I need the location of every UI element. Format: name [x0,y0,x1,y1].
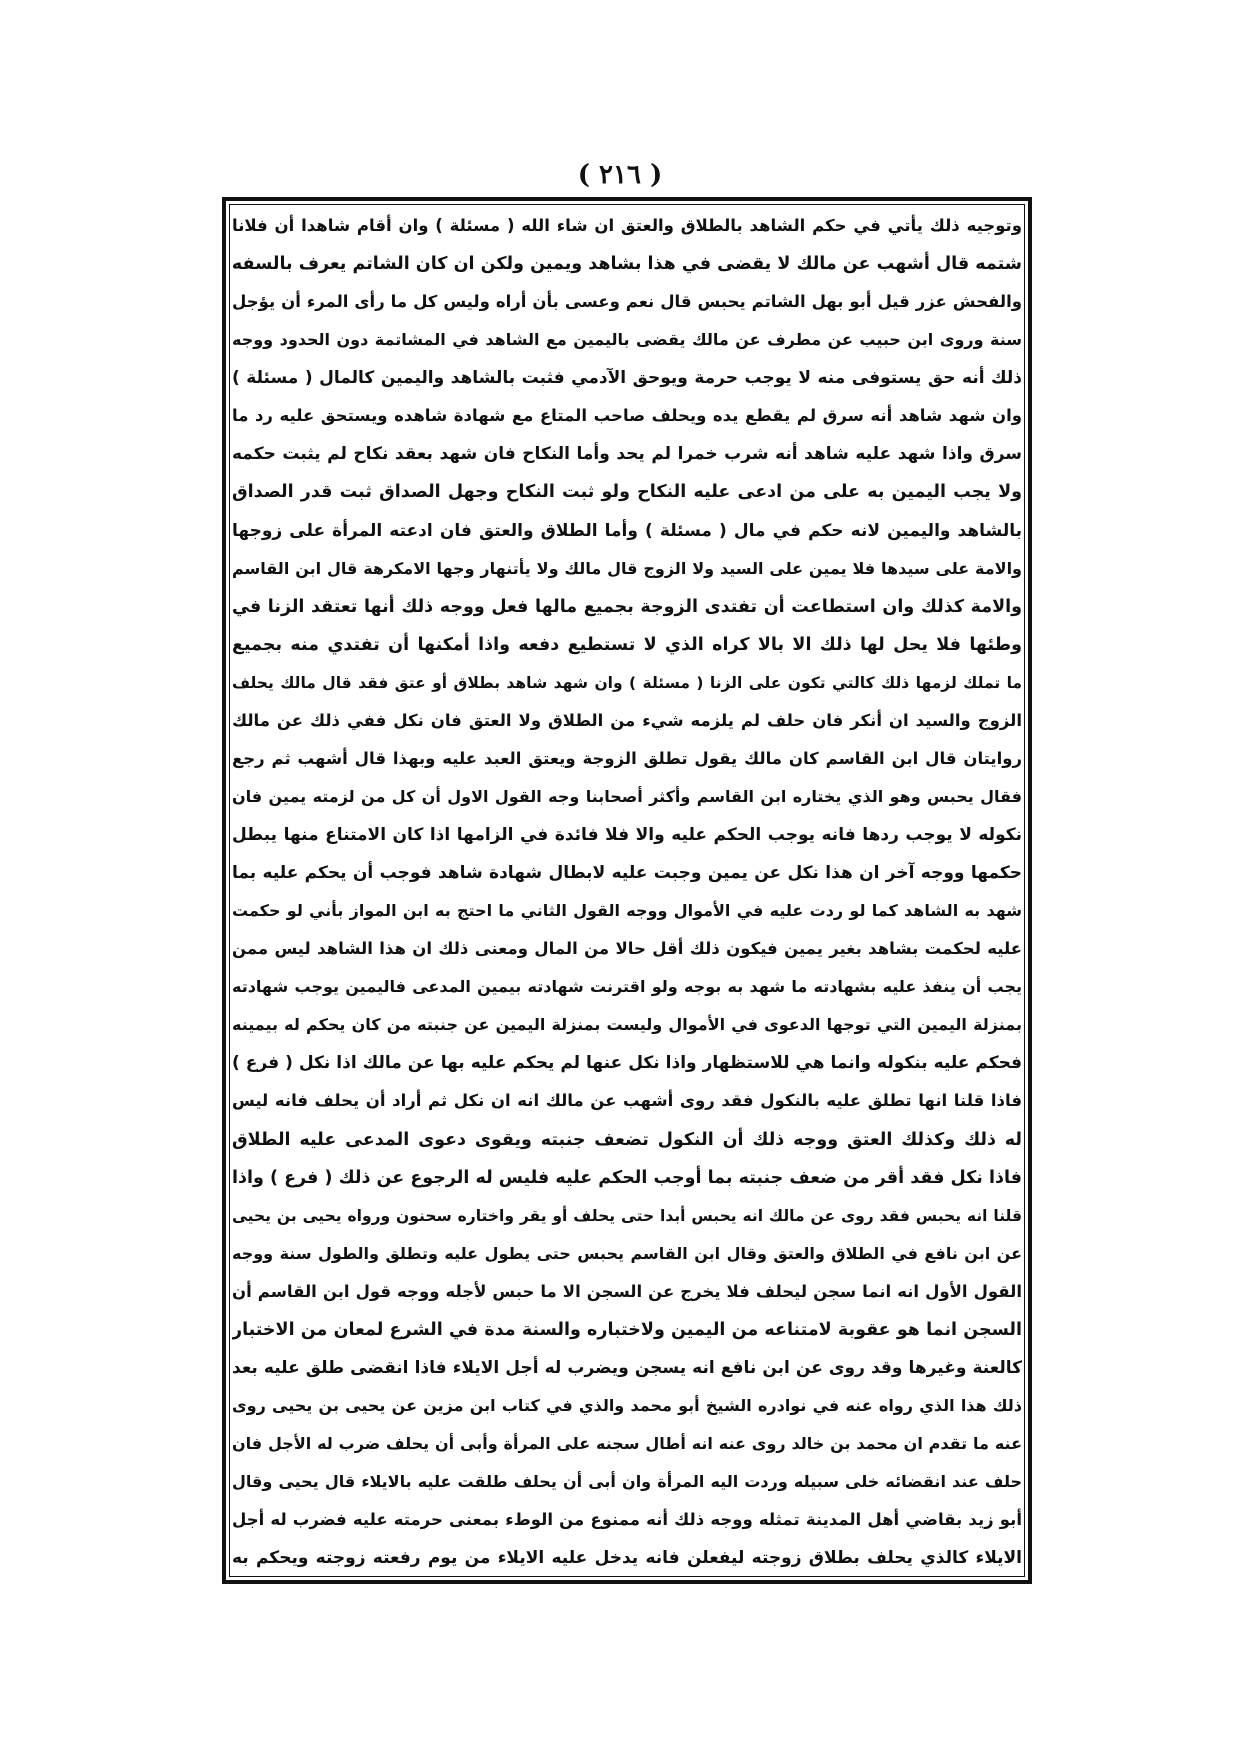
text-line: وطئها فلا يحل لها ذلك الا بالا كراه الذي لا تستطيع دفعه واذا أمكنها أن تفتدي منه بجميع [232,634,1022,655]
text-line: له ذلك وكذلك العتق ووجه ذلك أن النكول تضعف جنبته ويقوى دعوى المدعى عليه الطلاق [232,1129,1022,1150]
text-line: قلنا انه يحبس فقد روى عن مالك انه يحبس أبدا حتى يحلف أو يقر واختاره سحنون ورواه يحيى بن يحيى [232,1206,1022,1225]
text-line: والفحش عزر قيل أبو بهل الشاتم يحبس قال نعم وعسى بأن أراه وليس كل ما رأى المرء أن يؤجل [232,292,1022,312]
text-line: فقال يحبس وهو الذي يختاره ابن القاسم وأكثر أصحابنا وجه القول الاول أن كل من لزمته يمين فان [232,786,1022,806]
text-line: الايلاء كالذي يحلف بطلاق زوجته ليفعلن فانه يدخل عليه الايلاء من يوم رفعته زوجته ويحكم به [232,1548,1022,1569]
text-line: والامة كذلك وان استطاعت أن تفتدى الزوجة بجميع مالها فعل ووجه ذلك أنها تعتقد الزنا في [232,596,1022,617]
text-line: السجن انما هو عقوبة لامتناعه من اليمين ولاختباره والسنة مدة في الشرع لمعان من الاختبار [232,1319,1022,1340]
text-line: سنة وروى ابن حبيب عن مطرف عن مالك يقضى باليمين مع الشاهد في المشاتمة دون الحدود ووجه [232,330,1022,350]
text-line: حلف عند انقضائه خلى سبيله وردت اليه المرأة وان أبى أن يحلف طلقت عليه بالايلاء قال يحيى وقال [232,1472,1022,1492]
text-line: سرق واذا شهد عليه شاهد أنه شرب خمرا لم يحد وأما النكاح فان شهد بعقد نكاح لم يثبت حكمه [232,444,1022,465]
text-line: حكمها ووجه آخر ان هذا نكل عن يمين وجبت عليه لابطال شهادة شاهد فوجب أن يحكم عليه بما [232,863,1022,884]
text-line: القول الأول انه انما سجن ليحلف فلا يخرج عن السجن الا ما حبس لأجله ووجه قول ابن القاسم أن [232,1281,1022,1301]
page-number: ( ٢١٦ ) [577,160,663,190]
text-line: شهد به الشاهد كما لو ردت عليه في الأموال ووجه القول الثاني ما احتج به ابن المواز بأني لو حكمت [232,901,1022,921]
text-line: ما تملك لزمها ذلك كالتي تكون على الزنا ( مسئلة ) وان شهد شاهد بطلاق أو عتق فقد قال مالك يحلف [232,673,1022,692]
text-line: عنه ما تقدم ان محمد بن خالد روى عنه انه أطال سجنه على المرأة وأبى أن يحلف ضرب له الأجل فان [232,1434,1022,1453]
text-line: ذلك أنه حق يستوفى منه لا يوجب حرمة ويوحق الآدمي فثبت بالشاهد واليمين كالمال ( مسئلة ) [232,368,1022,389]
text-line: روايتان قال ابن القاسم كان مالك يقول تطلق الزوجة ويعتق العبد عليه وبهذا قال أشهب ثم رجع [232,748,1022,768]
text-line: كالعنة وغيرها وقد روى عن ابن نافع انه يسجن ويضرب له أجل الايلاء فاذا انقضى طلق عليه بعد [232,1357,1022,1378]
text-line: يجب أن ينفذ عليه بشهادته ما شهد به بوجه ولو اقترنت شهادته بيمين المدعى فاليمين يوجب شهادته [232,977,1022,997]
text-line: بالشاهد واليمين لانه حكم في مال ( مسئلة ) وأما الطلاق والعتق فان ادعته المرأة على زوجها [232,520,1022,541]
text-line: الزوج والسيد ان أنكر فان حلف لم يلزمه شيء من الطلاق ولا العتق فان نكل ففي ذلك عن مالك [232,710,1022,730]
text-line: نكوله لا يوجب ردها فانه يوجب الحكم عليه والا فلا فائدة في الزامها اذا كان الامتناع منها يبطل [232,825,1022,845]
text-line: عليه لحكمت بشاهد بغير يمين فيكون ذلك أقل حالا من المال ومعنى ذلك ان هذا الشاهد ليس ممن [232,939,1022,959]
text-line: بمنزلة اليمين التي توجها الدعوى في الأموال وليست بمنزلة اليمين عن جنبته من كان يحكم له بيمينه [232,1015,1022,1035]
text-line: عن ابن نافع في الطلاق والعتق وقال ابن القاسم يحبس حتى يطول عليه وتطلق والطول سنة ووجه [232,1243,1022,1263]
text-line: فاذا نكل فقد أقر من ضعف جنبته بما أوجب الحكم عليه فليس له الرجوع عن ذلك ( فرع ) واذا [232,1167,1022,1188]
text-line: والامة على سيدها فلا يمين على السيد ولا الزوج قال مالك ولا يأتنهار وجها الامكرهة قال ابن القاسم [232,558,1022,578]
text-line: أبو زيد بقاضي أهل المدينة تمثله ووجه ذلك أنه ممنوع من الوطء بمعنى حرمته عليه فضرب له أجل [232,1510,1022,1530]
text-line: شتمه قال أشهب عن مالك لا يقضى في هذا بشاهد ويمين ولكن ان كان الشاتم يعرف بالسفه [232,254,1022,275]
text-line: فحكم عليه بنكوله وانما هي للاستظهار واذا نكل عنها لم يحكم عليه بها عن مالك اذا نكل ( فرع ) [232,1053,1022,1074]
text-line: وتوجيه ذلك يأتي في حكم الشاهد بالطلاق والعتق ان شاء الله ( مسئلة ) وان أقام شاهدا أن فلانا [232,216,1022,235]
text-line: فاذا قلنا انها تطلق عليه بالنكول فقد روى أشهب عن مالك انه ان نكل ثم أراد أن يحلف فانه ليس [232,1091,1022,1111]
text-line: ذلك هذا الذي رواه عنه في نوادره الشيخ أبو محمد والذي في كتاب ابن مزين عن يحيى بن يحيى روى [232,1395,1022,1415]
body-text [232,206,1022,1576]
text-line: ولا يجب اليمين به على من ادعى عليه النكاح ولو ثبت النكاح وجهل الصداق ثبت قدر الصداق [232,482,1022,503]
text-line: وان شهد شاهد أنه سرق لم يقطع يده ويحلف صاحب المتاع مع شهادة شاهده ويستحق عليه رد ما [232,406,1022,426]
